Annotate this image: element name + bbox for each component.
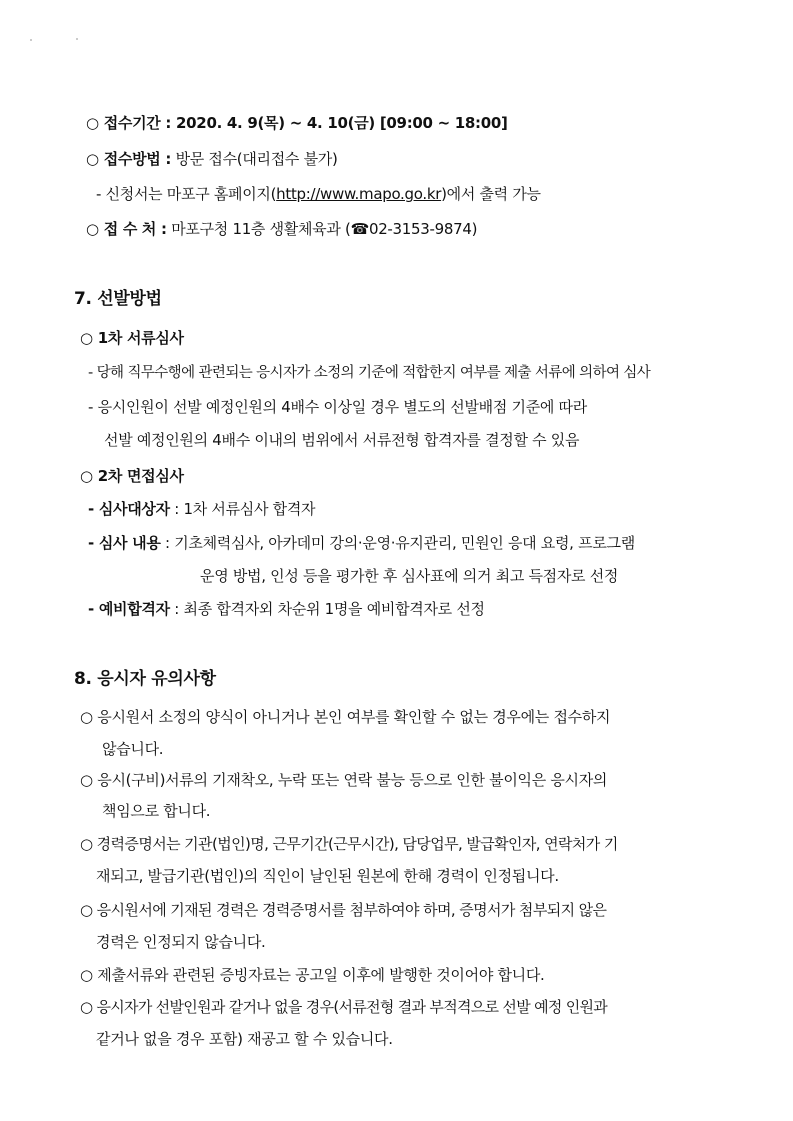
- period-value: 2020. 4. 9(목) ~ 4. 10(금) [09:00 ~ 18:00]: [176, 114, 508, 132]
- target-value: : 1차 서류심사 합격자: [174, 500, 316, 518]
- note-line: ○ 응시원서에 기재된 경력은 경력증명서를 첨부하여야 하며, 증명서가 첨부되지 않은: [80, 901, 607, 919]
- content-value: : 기초체력심사, 아카데미 강의·운영·유지관리, 민원인 응대 요령, 프로그램: [165, 534, 635, 552]
- note-line: 같거나 없을 경우 포함) 재공고 할 수 있습니다.: [96, 1030, 393, 1048]
- reception-form: [96, 183, 541, 204]
- form-url-link[interactable]: http://www.mapo.go.kr: [276, 185, 442, 203]
- note-line: ○ 응시자가 선발인원과 같거나 없을 경우(서류전형 결과 부적격으로 선발 예정 인원과: [80, 998, 608, 1016]
- note-line: 않습니다.: [102, 740, 164, 758]
- method-value: 방문 접수(대리접수 불가): [175, 150, 338, 168]
- stage2-reserve: [88, 598, 485, 619]
- note-line: ○ 응시(구비)서류의 기재착오, 누락 또는 연락 불능 등으로 인한 불이익은 응시자의: [80, 771, 608, 789]
- scan-speck: [76, 38, 78, 40]
- section8-heading: 8. 응시자 유의사항: [74, 669, 216, 689]
- content-label: - 심사 내용: [88, 534, 161, 552]
- stage1-item: - 응시인원이 선발 예정인원의 4배수 이상일 경우 별도의 선발배점 기준에 따라: [88, 398, 587, 416]
- note-line: ○ 경력증명서는 기관(법인)명, 근무기간(근무시간), 담당업무, 발급확인자, 연락처가 기: [80, 835, 618, 853]
- reserve-label: - 예비합격자: [88, 600, 170, 618]
- form-prefix: - 신청서는 마포구 홈페이지(: [96, 185, 277, 203]
- note-line: 경력은 인정되지 않습니다.: [96, 933, 266, 951]
- note-line: 책임으로 합니다.: [102, 802, 211, 820]
- stage1-item: 선발 예정인원의 4배수 이내의 범위에서 서류전형 합격자를 결정할 수 있음: [104, 431, 580, 449]
- reception-period: [86, 112, 508, 133]
- stage2-target: [88, 498, 315, 519]
- reception-method: [86, 148, 338, 169]
- place-value: 마포구청 11층 생활체육과 (☎02-3153-9874): [171, 220, 478, 238]
- note-line: ○ 응시원서 소정의 양식이 아니거나 본인 여부를 확인할 수 없는 경우에는 접수하지: [80, 708, 611, 726]
- stage2-title: ○ 2차 면접심사: [80, 467, 184, 485]
- method-label: ○ 접수방법 :: [86, 150, 172, 168]
- reserve-value: : 최종 합격자외 차순위 1명을 예비합격자로 선정: [174, 600, 485, 618]
- reception-place: [86, 218, 477, 239]
- stage1-item: - 당해 직무수행에 관련되는 응시자가 소정의 기준에 적합한지 여부를 제출 서류에 의하여 심사: [88, 365, 651, 381]
- place-label: ○ 접 수 처 :: [86, 220, 167, 238]
- target-label: - 심사대상자: [88, 500, 170, 518]
- stage2-content: [88, 532, 635, 553]
- stage1-title: ○ 1차 서류심사: [80, 329, 184, 347]
- scan-speck: [30, 39, 32, 41]
- section7-heading: 7. 선발방법: [74, 289, 162, 309]
- note-line: 재되고, 발급기관(법인)의 직인이 날인된 원본에 한해 경력이 인정됩니다.: [96, 867, 559, 885]
- form-suffix: )에서 출력 가능: [441, 185, 541, 203]
- note-line: ○ 제출서류와 관련된 증빙자료는 공고일 이후에 발행한 것이어야 합니다.: [80, 966, 545, 984]
- stage2-content-cont: 운영 방법, 인성 등을 평가한 후 심사표에 의거 최고 득점자로 선정: [200, 567, 619, 585]
- period-label: ○ 접수기간 :: [86, 114, 172, 132]
